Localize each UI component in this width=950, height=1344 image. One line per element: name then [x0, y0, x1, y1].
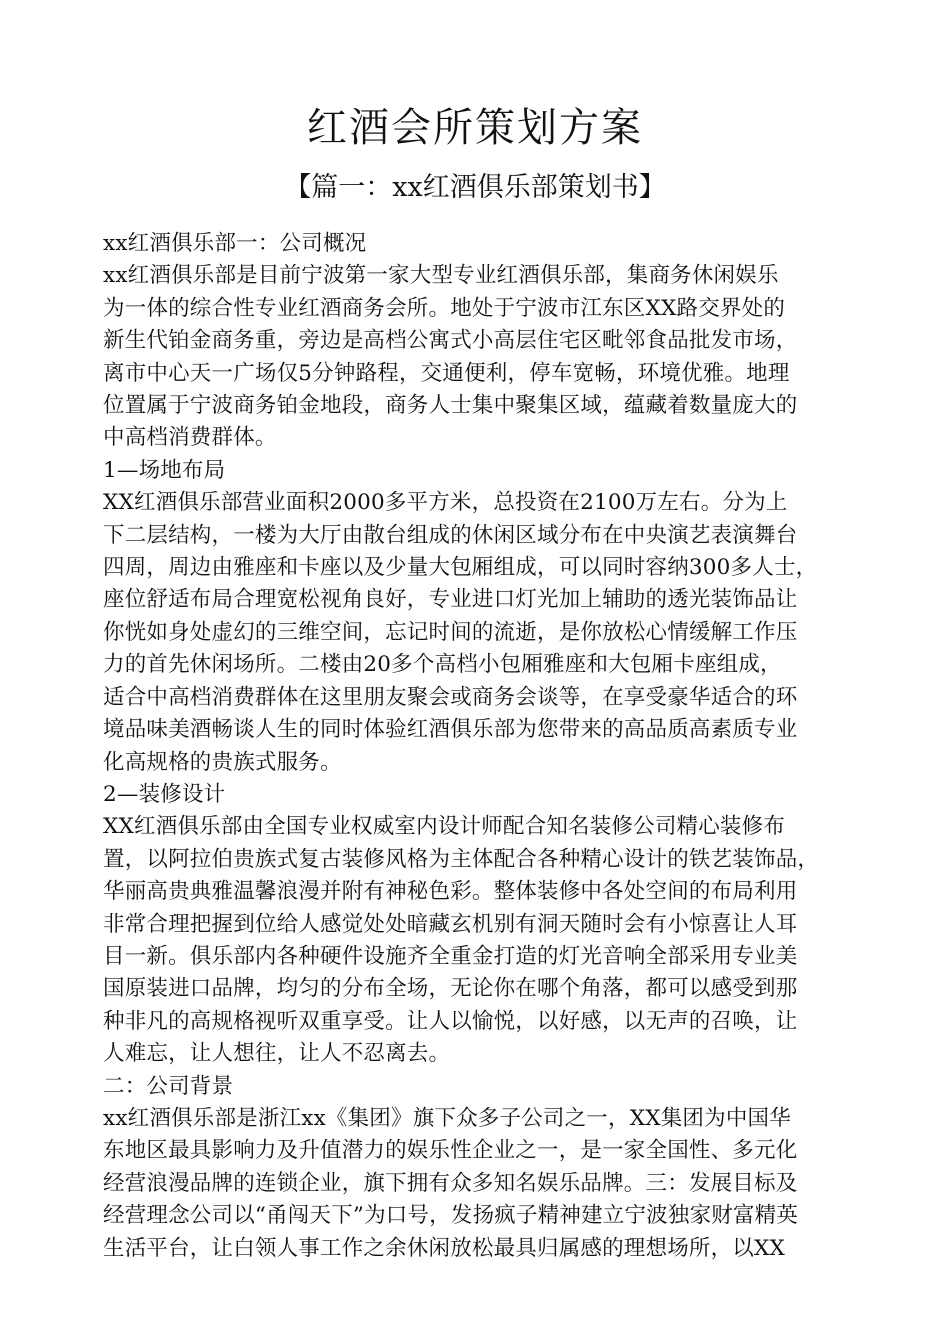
text-line: 境品味美酒畅谈人生的同时体验红酒俱乐部为您带来的高品质高素质专业	[103, 717, 798, 743]
text-line: 置，以阿拉伯贵族式复古装修风格为主体配合各种精心设计的铁艺装饰品，	[103, 846, 820, 872]
document-body	[103, 228, 863, 1265]
section-heading: 二：公司背景	[103, 1073, 234, 1099]
text-line: xx红酒俱乐部一：公司概况	[103, 231, 367, 256]
text-line: 经营浪漫品牌的连锁企业，旗下拥有众多知名娱乐品牌。三：发展目标及	[103, 1170, 798, 1196]
text-line: 下二层结构，一楼为大厅由散台组成的休闲区域分布在中央演艺表演舞台	[103, 522, 798, 548]
text-line: 国原装进口品牌，均匀的分布全场，无论你在哪个角落，都可以感受到那	[103, 976, 798, 1002]
document-title: 红酒会所策划方案	[307, 105, 643, 151]
text-line: 生活平台，让白领人事工作之余休闲放松最具归属感的理想场所，以XX	[103, 1235, 786, 1261]
text-line: 中高档消费群体。	[103, 425, 277, 451]
section-heading: 1—场地布局	[103, 457, 226, 483]
text-line: 化高规格的贵族式服务。	[103, 749, 342, 775]
text-line: XX红酒俱乐部由全国专业权威室内设计师配合知名装修公司精心装修布	[103, 814, 786, 840]
text-line: 种非凡的高规格视听双重享受。让人以愉悦，以好感，以无声的召唤，让	[103, 1008, 798, 1034]
text-line: 适合中高档消费群体在这里朋友聚会或商务会谈等，在享受豪华适合的环	[103, 684, 798, 710]
text-line: 人难忘，让人想往，让人不忍离去。	[103, 1041, 451, 1067]
text-line: 东地区最具影响力及升值潜力的娱乐性企业之一，是一家全国性、多元化	[103, 1138, 798, 1164]
text-line: 华丽高贵典雅温馨浪漫并附有神秘色彩。整体装修中各处空间的布局利用	[103, 879, 798, 905]
text-line: 力的首先休闲场所。二楼由20多个高档小包厢雅座和大包厢卡座组成，	[103, 652, 782, 678]
text-line: 座位舒适布局合理宽松视角良好，专业进口灯光加上辅助的透光装饰品让	[103, 587, 798, 613]
document-subtitle: 【篇一：xx红酒俱乐部策划书】	[284, 172, 666, 203]
text-line: XX红酒俱乐部营业面积2000多平方米，总投资在2100万左右。分为上	[103, 490, 788, 516]
section-heading: 2—装修设计	[103, 781, 226, 807]
text-line: 目一新。俱乐部内各种硬件设施齐全重金打造的灯光音响全部采用专业美	[103, 943, 798, 969]
text-line: xx红酒俱乐部是目前宁波第一家大型专业红酒俱乐部，集商务休闲娱乐	[103, 263, 779, 289]
text-line: 经营理念公司以“甬闯天下”为口号，发扬疯子精神建立宁波独家财富精英	[103, 1203, 799, 1229]
text-line: 位置属于宁波商务铂金地段，商务人士集中聚集区域，蕴藏着数量庞大的	[103, 393, 798, 419]
text-line: 四周，周边由雅座和卡座以及少量大包厢组成，可以同时容纳300多人士，	[103, 555, 818, 581]
text-line: 你恍如身处虚幻的三维空间，忘记时间的流逝，是你放松心情缓解工作压	[103, 619, 798, 645]
text-line: 非常合理把握到位给人感觉处处暗藏玄机别有洞天随时会有小惊喜让人耳	[103, 911, 798, 937]
text-line: 新生代铂金商务重，旁边是高档公寓式小高层住宅区毗邻食品批发市场，	[103, 328, 798, 354]
text-line: xx红酒俱乐部是浙江xx《集团》旗下众多子公司之一，XX集团为中国华	[103, 1105, 791, 1131]
text-line: 离市中心天一广场仅5分钟路程，交通便利，停车宽畅，环境优雅。地理	[103, 360, 790, 386]
text-line: 为一体的综合性专业红酒商务会所。地处于宁波市江东区XX路交界处的	[103, 295, 786, 321]
